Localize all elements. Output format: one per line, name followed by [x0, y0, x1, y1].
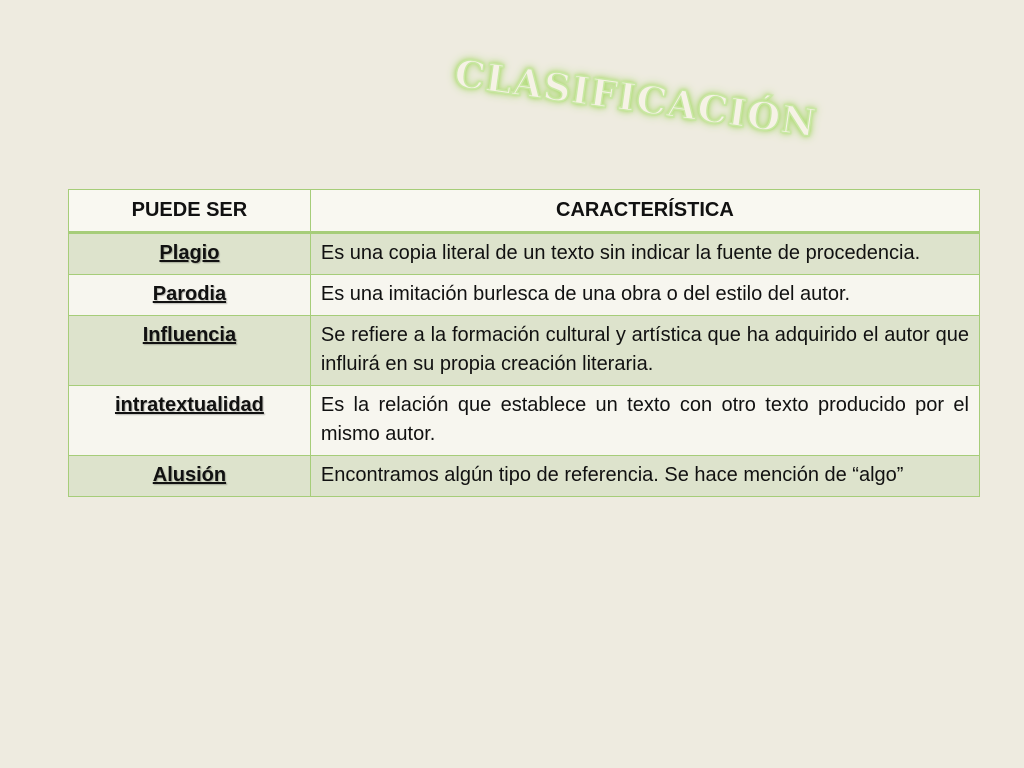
table-row	[69, 275, 980, 316]
classification-table	[68, 189, 980, 497]
term-cell: intratextualidad	[69, 386, 311, 456]
term-cell: Plagio	[69, 233, 311, 275]
table-row	[69, 316, 980, 386]
table-row	[69, 386, 980, 456]
description-cell: Es la relación que establece un texto con otro texto producido por el mismo autor.	[310, 386, 979, 456]
description-cell: Es una copia literal de un texto sin indicar la fuente de procedencia.	[310, 233, 979, 275]
description-cell: Encontramos algún tipo de referencia. Se hace mención de “algo”	[310, 456, 979, 497]
description-cell: Se refiere a la formación cultural y artística que ha adquirido el autor que influirá en su propia creación literaria.	[310, 316, 979, 386]
description-cell: Es una imitación burlesca de una obra o del estilo del autor.	[310, 275, 979, 316]
header-caracteristica: CARACTERÍSTICA	[310, 190, 979, 233]
term-cell: Alusión	[69, 456, 311, 497]
term-cell: Influencia	[69, 316, 311, 386]
term-cell: Parodia	[69, 275, 311, 316]
table-row	[69, 233, 980, 275]
table-row	[69, 456, 980, 497]
table-header-row	[69, 190, 980, 233]
header-puede-ser: PUEDE SER	[69, 190, 311, 233]
slide-title: CLASIFICACIÓN	[451, 50, 820, 146]
